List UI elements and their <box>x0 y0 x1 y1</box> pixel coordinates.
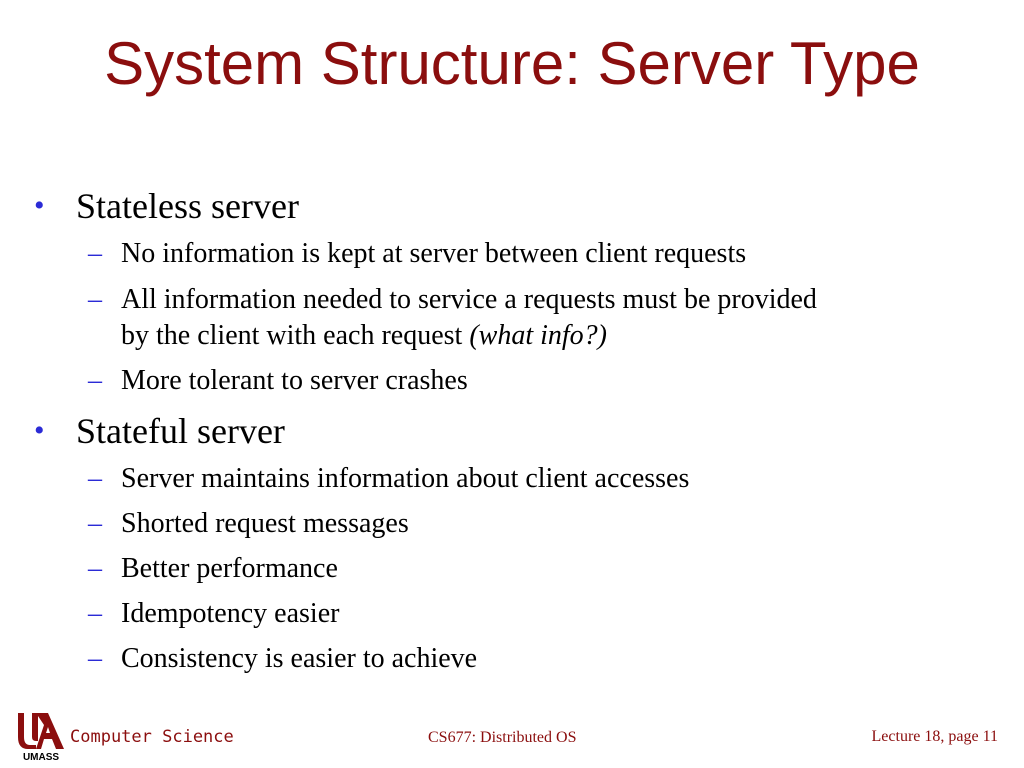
dash-icon: – <box>88 553 102 584</box>
bullet-icon: • <box>34 414 45 447</box>
footer-department: Computer Science <box>70 727 234 747</box>
sub-bullet-text: No information is kept at server between client requests <box>121 238 747 269</box>
dash-icon: – <box>88 463 102 494</box>
sub-bullet-text-italic: (what info?) <box>469 320 607 351</box>
slide-title: System Structure: Server Type <box>104 30 920 97</box>
sub-bullet-text: Idempotency easier <box>121 598 340 629</box>
sub-bullet-text: Shorted request messages <box>121 508 409 539</box>
bullet-icon: • <box>34 189 45 222</box>
dash-icon: – <box>88 238 102 269</box>
sub-bullet-text-line1: All information needed to service a requests must be provided <box>121 284 817 315</box>
footer-page-number: Lecture 18, page 11 <box>871 728 998 745</box>
sub-bullet-text: More tolerant to server crashes <box>121 365 468 396</box>
dash-icon: – <box>88 508 102 539</box>
dash-icon: – <box>88 365 102 396</box>
bullet-heading-stateful: Stateful server <box>76 411 285 451</box>
umass-logo-icon <box>14 707 68 763</box>
bullet-heading-stateless: Stateless server <box>76 186 299 226</box>
dash-icon: – <box>88 598 102 629</box>
sub-bullet-text-line2 <box>121 318 607 354</box>
dash-icon: – <box>88 284 102 315</box>
logo-text: UMASS <box>22 752 60 763</box>
footer-course: CS677: Distributed OS <box>428 729 577 746</box>
sub-bullet-text: Consistency is easier to achieve <box>121 643 478 674</box>
sub-bullet-text-normal: by the client with each request <box>121 320 470 351</box>
sub-bullet-text: Server maintains information about client accesses <box>121 463 690 494</box>
dash-icon: – <box>88 643 102 674</box>
sub-bullet-text: Better performance <box>121 553 338 584</box>
